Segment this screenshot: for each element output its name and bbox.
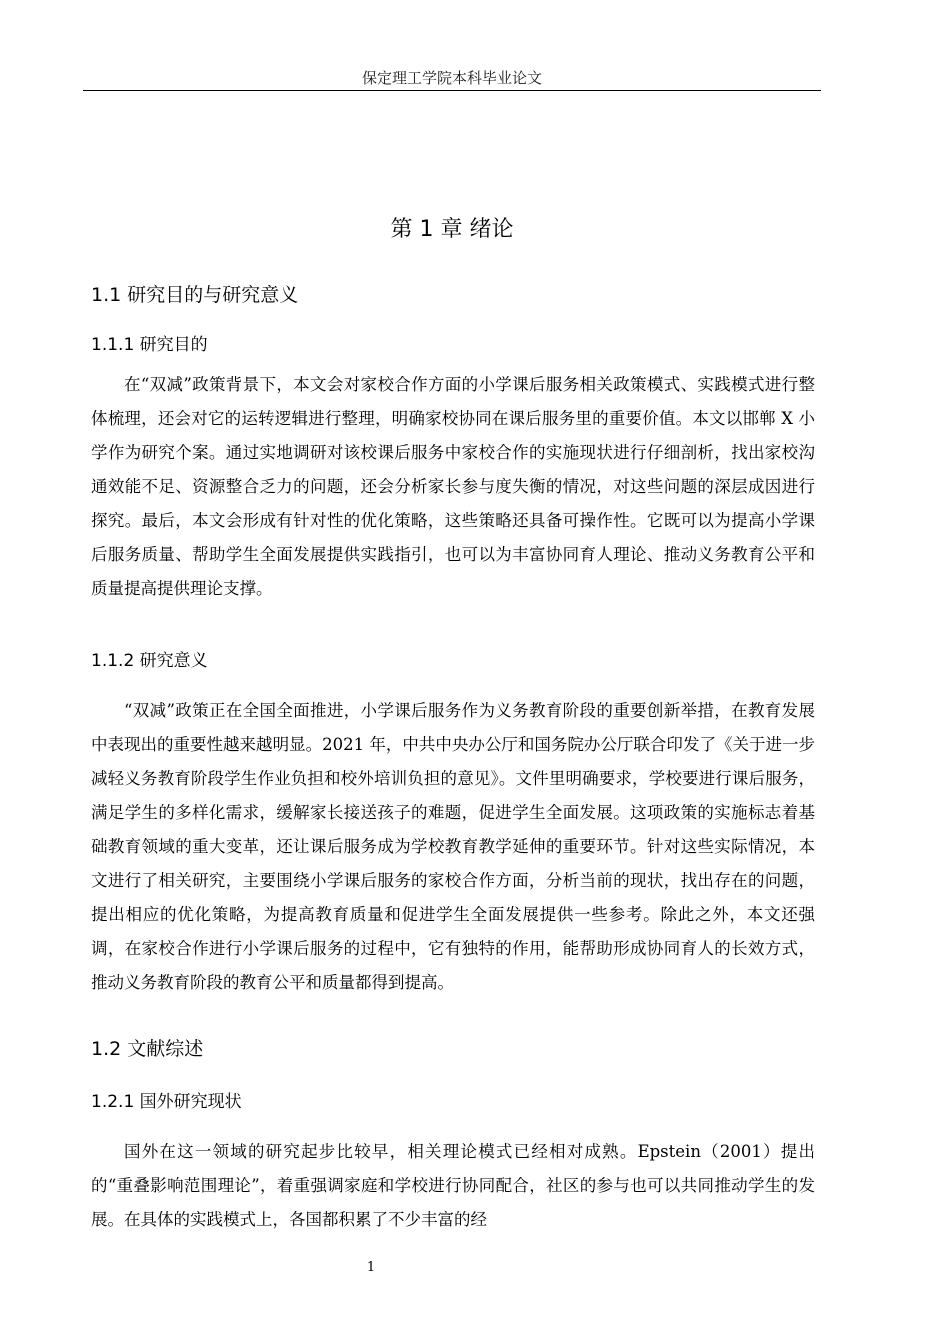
chapter-title: 第 1 章 绪论 bbox=[390, 217, 514, 242]
section-heading-1-1: 1.1 研究目的与研究意义 bbox=[91, 284, 299, 306]
paragraph-foreign-research: 国外在这一领域的研究起步比较早，相关理论模式已经相对成熟。Epstein（2001）提出的“重叠影响范围理论”，着重强调家庭和学校进行协同配合，社区的参与也可以共同推动学生的发展。在具体的实践模式上，各国都积累了不少丰富的经 bbox=[91, 1142, 815, 1229]
paragraph-research-significance: “双减”政策正在全国全面推进，小学课后服务作为义务教育阶段的重要创新举措，在教育发展中表现出的重要性越来越明显。2021 年，中共中央办公厅和国务院办公厅联合印发了《关于进一步减轻义务教育阶段学生作业负担和校外培训负担的意见》。文件里明确要求，学校要进行课后服务，满足学生的多样化需求，缓解家长接送孩子的难题，促进学生全面发展。这项政策的实施标志着基础教育领域的重大变革，还让课后服务成为学校教育教学延伸的重要环节。针对这些实际情况，本文进行了相关研究，主要围绕小学课后服务的家校合作方面，分析当前的现状，找出存在的问题，提出相应的优化策略，为提高教育质量和促进学生全面发展提供一些参考。除此之外，本文还强调，在家校合作进行小学课后服务的过程中，它有独特的作用，能帮助形成协同育人的长效方式，推动义务教育阶段的教育公平和质量都得到提高。 bbox=[91, 701, 815, 992]
section-heading-1-2: 1.2 文献综述 bbox=[91, 1038, 204, 1060]
running-header: 保定理工学院本科毕业论文 bbox=[361, 69, 542, 87]
subsection-heading-1-2-1: 1.2.1 国外研究现状 bbox=[91, 1092, 242, 1112]
paragraph-research-purpose: 在“双减”政策背景下，本文会对家校合作方面的小学课后服务相关政策模式、实践模式进行整体梳理，还会对它的运转逻辑进行整理，明确家校协同在课后服务里的重要价值。本文以邯郸 X 小学作为研究个案。通过实地调研对该校课后服务中家校合作的实施现状进行仔细剖析，找出家校沟通效能不足、资源整合乏力的问题，还会分析家长参与度失衡的情况，对这些问题的深层成因进行探究。最后，本文会形成有针对性的优化策略，这些策略还具备可操作性。它既可以为提高小学课后服务质量、帮助学生全面发展提供实践指引，也可以为丰富协同育人理论、推动义务教育公平和质量提高提供理论支撑。 bbox=[91, 375, 815, 598]
header-divider bbox=[83, 90, 821, 91]
subsection-heading-1-1-1: 1.1.1 研究目的 bbox=[91, 335, 208, 355]
subsection-heading-1-1-2: 1.1.2 研究意义 bbox=[91, 651, 208, 671]
page-number: 1 bbox=[366, 1260, 376, 1275]
